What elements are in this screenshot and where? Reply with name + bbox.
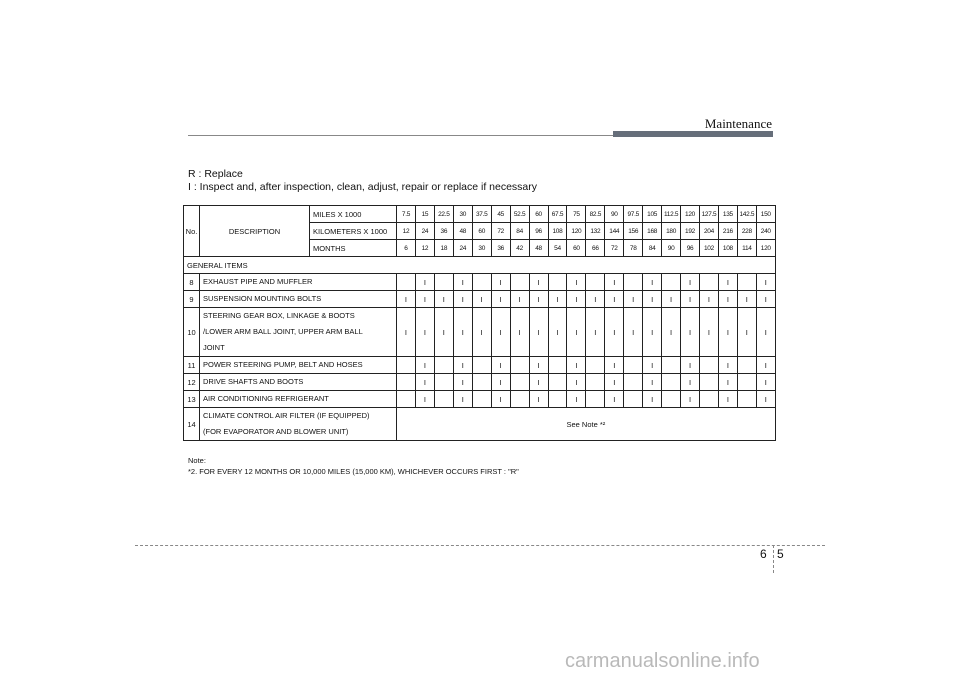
table-row — [184, 357, 776, 374]
service-mark: I — [756, 391, 775, 408]
item-number: 14 — [184, 408, 200, 441]
table-row — [184, 291, 776, 308]
service-mark: I — [529, 391, 548, 408]
service-mark: I — [737, 308, 756, 357]
item-number: 8 — [184, 274, 200, 291]
interval-value: 132 — [586, 223, 605, 240]
interval-value: 45 — [491, 206, 510, 223]
interval-value: 15 — [415, 206, 434, 223]
item-description — [200, 408, 397, 441]
interval-value: 82.5 — [586, 206, 605, 223]
item-number: 12 — [184, 374, 200, 391]
service-mark — [548, 357, 567, 374]
service-mark: I — [681, 357, 700, 374]
interval-value: 96 — [681, 240, 700, 257]
service-mark: I — [510, 291, 529, 308]
service-mark: I — [586, 291, 605, 308]
service-mark: I — [529, 357, 548, 374]
service-mark — [737, 274, 756, 291]
service-mark: I — [415, 374, 434, 391]
interval-value: 108 — [548, 223, 567, 240]
service-mark — [434, 374, 453, 391]
service-mark: I — [453, 357, 472, 374]
service-mark — [397, 374, 416, 391]
service-mark: I — [624, 308, 643, 357]
interval-value: 84 — [510, 223, 529, 240]
service-mark: I — [681, 308, 700, 357]
service-mark: I — [491, 391, 510, 408]
service-mark: I — [510, 308, 529, 357]
footer-divider — [135, 545, 825, 546]
service-mark — [510, 274, 529, 291]
interval-value: 54 — [548, 240, 567, 257]
interval-value: 48 — [453, 223, 472, 240]
service-mark: I — [700, 308, 719, 357]
interval-value: 66 — [586, 240, 605, 257]
service-mark: I — [605, 308, 624, 357]
interval-value: 7.5 — [397, 206, 416, 223]
service-mark — [548, 391, 567, 408]
interval-value: 156 — [624, 223, 643, 240]
item-description-line: (FOR EVAPORATOR AND BLOWER UNIT) — [203, 427, 349, 436]
interval-value: 30 — [472, 240, 491, 257]
interval-value: 102 — [700, 240, 719, 257]
service-mark: I — [529, 308, 548, 357]
service-mark: I — [718, 274, 737, 291]
interval-value: 60 — [567, 240, 586, 257]
item-number: 13 — [184, 391, 200, 408]
table-row — [184, 274, 776, 291]
interval-value: 67.5 — [548, 206, 567, 223]
interval-value: 168 — [643, 223, 662, 240]
interval-value: 120 — [567, 223, 586, 240]
interval-value: 192 — [681, 223, 700, 240]
service-mark — [397, 357, 416, 374]
service-mark: I — [472, 291, 491, 308]
footer-page-divider — [773, 545, 774, 573]
interval-value: 22.5 — [434, 206, 453, 223]
service-mark: I — [491, 291, 510, 308]
chapter-number: 6 — [760, 547, 767, 561]
watermark-logo: carmanualsonline.info — [565, 650, 760, 672]
service-mark: I — [453, 291, 472, 308]
service-mark: I — [605, 391, 624, 408]
see-note-cell: See Note *² — [397, 408, 776, 441]
service-mark: I — [529, 274, 548, 291]
service-mark — [737, 391, 756, 408]
service-mark — [434, 391, 453, 408]
service-mark — [586, 357, 605, 374]
col-no-header: No. — [184, 206, 200, 257]
service-mark — [472, 374, 491, 391]
item-description — [200, 291, 397, 308]
service-mark: I — [415, 274, 434, 291]
note-title: Note: — [188, 456, 206, 465]
interval-value: 114 — [737, 240, 756, 257]
service-mark: I — [662, 308, 681, 357]
service-mark — [662, 274, 681, 291]
service-mark: I — [434, 291, 453, 308]
service-mark — [700, 357, 719, 374]
item-description-line: SUSPENSION MOUNTING BOLTS — [203, 294, 322, 303]
service-mark — [662, 391, 681, 408]
interval-value: 150 — [756, 206, 775, 223]
service-mark: I — [453, 274, 472, 291]
service-mark: I — [586, 308, 605, 357]
service-mark: I — [643, 391, 662, 408]
interval-value: 12 — [397, 223, 416, 240]
interval-value: 48 — [529, 240, 548, 257]
interval-value: 6 — [397, 240, 416, 257]
service-mark: I — [415, 357, 434, 374]
item-description — [200, 357, 397, 374]
interval-value: 127.5 — [700, 206, 719, 223]
interval-value: 72 — [491, 223, 510, 240]
table-row — [184, 408, 776, 441]
service-mark — [472, 391, 491, 408]
service-mark: I — [472, 308, 491, 357]
service-mark — [737, 374, 756, 391]
interval-value: 144 — [605, 223, 624, 240]
interval-value: 135 — [718, 206, 737, 223]
item-description-line: AIR CONDITIONING REFRIGERANT — [203, 394, 329, 403]
service-mark — [548, 374, 567, 391]
section-title: Maintenance — [704, 116, 772, 131]
item-description-line: EXHAUST PIPE AND MUFFLER — [203, 277, 313, 286]
interval-value: 204 — [700, 223, 719, 240]
legend — [188, 168, 537, 194]
table-row — [184, 308, 776, 357]
legend-inspect: I : Inspect and, after inspection, clean, adjust, repair or replace if necessary — [188, 181, 538, 193]
item-description-line: DRIVE SHAFTS AND BOOTS — [203, 377, 304, 386]
interval-value: 240 — [756, 223, 775, 240]
service-mark — [662, 357, 681, 374]
interval-value: 52.5 — [510, 206, 529, 223]
table-row — [184, 374, 776, 391]
interval-label: MONTHS — [310, 240, 397, 257]
service-mark: I — [681, 391, 700, 408]
service-mark: I — [567, 291, 586, 308]
item-description — [200, 308, 397, 357]
service-mark — [397, 274, 416, 291]
service-mark: I — [491, 357, 510, 374]
item-number: 10 — [184, 308, 200, 357]
interval-value: 84 — [643, 240, 662, 257]
service-mark: I — [605, 357, 624, 374]
service-mark — [624, 274, 643, 291]
service-mark: I — [397, 291, 416, 308]
service-mark: I — [567, 374, 586, 391]
service-mark: I — [718, 308, 737, 357]
item-description — [200, 274, 397, 291]
interval-value: 37.5 — [472, 206, 491, 223]
service-mark: I — [434, 308, 453, 357]
item-description — [200, 374, 397, 391]
service-mark — [510, 391, 529, 408]
interval-value: 36 — [434, 223, 453, 240]
service-mark: I — [643, 274, 662, 291]
interval-value: 36 — [491, 240, 510, 257]
service-mark: I — [681, 291, 700, 308]
interval-value: 78 — [624, 240, 643, 257]
service-mark — [662, 374, 681, 391]
header-rule — [188, 135, 613, 136]
general-items-row — [184, 257, 776, 274]
service-mark: I — [529, 374, 548, 391]
service-mark: I — [567, 308, 586, 357]
service-mark: I — [397, 308, 416, 357]
service-mark: I — [681, 274, 700, 291]
service-mark: I — [605, 274, 624, 291]
service-mark: I — [718, 391, 737, 408]
interval-label: KILOMETERS X 1000 — [310, 223, 397, 240]
service-mark — [624, 391, 643, 408]
interval-value: 105 — [643, 206, 662, 223]
service-mark — [397, 391, 416, 408]
service-mark: I — [756, 374, 775, 391]
service-mark — [586, 274, 605, 291]
service-mark: I — [718, 291, 737, 308]
item-number: 11 — [184, 357, 200, 374]
service-mark: I — [415, 291, 434, 308]
service-mark — [548, 274, 567, 291]
service-mark: I — [415, 391, 434, 408]
service-mark: I — [718, 357, 737, 374]
interval-value: 60 — [472, 223, 491, 240]
interval-value: 24 — [453, 240, 472, 257]
service-mark: I — [624, 291, 643, 308]
service-mark: I — [491, 374, 510, 391]
interval-value: 120 — [756, 240, 775, 257]
table-row — [184, 391, 776, 408]
interval-value: 72 — [605, 240, 624, 257]
interval-value: 96 — [529, 223, 548, 240]
service-mark: I — [605, 374, 624, 391]
interval-value: 112.5 — [662, 206, 681, 223]
header-accent-bar — [613, 131, 773, 137]
service-mark — [700, 274, 719, 291]
service-mark — [737, 357, 756, 374]
service-mark: I — [567, 391, 586, 408]
service-mark — [434, 357, 453, 374]
maintenance-schedule-table — [183, 205, 776, 441]
service-mark: I — [567, 274, 586, 291]
item-description-line: POWER STEERING PUMP, BELT AND HOSES — [203, 360, 363, 369]
general-items-label: GENERAL ITEMS — [184, 257, 776, 274]
service-mark: I — [756, 274, 775, 291]
interval-value: 75 — [567, 206, 586, 223]
service-mark — [624, 374, 643, 391]
interval-value: 120 — [681, 206, 700, 223]
interval-value: 42 — [510, 240, 529, 257]
interval-value: 30 — [453, 206, 472, 223]
item-description-line: /LOWER ARM BALL JOINT, UPPER ARM BALL — [203, 327, 363, 336]
interval-value: 90 — [605, 206, 624, 223]
interval-label: MILES X 1000 — [310, 206, 397, 223]
service-mark — [700, 374, 719, 391]
page-number: 5 — [777, 547, 784, 561]
service-mark: I — [756, 357, 775, 374]
service-mark: I — [491, 308, 510, 357]
service-mark — [434, 274, 453, 291]
service-mark: I — [643, 357, 662, 374]
interval-value: 142.5 — [737, 206, 756, 223]
interval-row — [184, 206, 776, 223]
service-mark: I — [548, 308, 567, 357]
service-mark: I — [453, 391, 472, 408]
interval-value: 12 — [415, 240, 434, 257]
service-mark: I — [643, 374, 662, 391]
item-description-line: STEERING GEAR BOX, LINKAGE & BOOTS — [203, 311, 355, 320]
legend-replace: R : Replace — [188, 168, 243, 180]
service-mark: I — [700, 291, 719, 308]
interval-value: 216 — [718, 223, 737, 240]
service-mark: I — [756, 291, 775, 308]
service-mark — [472, 274, 491, 291]
service-mark: I — [529, 291, 548, 308]
item-description-line: CLIMATE CONTROL AIR FILTER (IF EQUIPPED) — [203, 411, 370, 420]
notes — [188, 455, 519, 477]
interval-value: 18 — [434, 240, 453, 257]
service-mark: I — [567, 357, 586, 374]
interval-value: 228 — [737, 223, 756, 240]
service-mark — [510, 357, 529, 374]
note-2: *2. FOR EVERY 12 MONTHS OR 10,000 MILES (15,000 KM), WHICHEVER OCCURS FIRST : "R" — [188, 467, 519, 476]
interval-value: 180 — [662, 223, 681, 240]
col-description-header: DESCRIPTION — [200, 206, 310, 257]
item-description — [200, 391, 397, 408]
service-mark — [624, 357, 643, 374]
interval-value: 97.5 — [624, 206, 643, 223]
service-mark — [472, 357, 491, 374]
interval-value: 90 — [662, 240, 681, 257]
service-mark: I — [548, 291, 567, 308]
interval-value: 60 — [529, 206, 548, 223]
item-description-line: JOINT — [203, 343, 225, 352]
service-mark — [700, 391, 719, 408]
service-mark: I — [718, 374, 737, 391]
service-mark: I — [737, 291, 756, 308]
service-mark: I — [681, 374, 700, 391]
service-mark: I — [643, 291, 662, 308]
interval-value: 24 — [415, 223, 434, 240]
service-mark: I — [453, 308, 472, 357]
service-mark — [586, 374, 605, 391]
service-mark: I — [605, 291, 624, 308]
service-mark — [510, 374, 529, 391]
service-mark: I — [756, 308, 775, 357]
service-mark: I — [453, 374, 472, 391]
item-number: 9 — [184, 291, 200, 308]
service-mark: I — [662, 291, 681, 308]
service-mark: I — [643, 308, 662, 357]
interval-value: 108 — [718, 240, 737, 257]
service-mark — [586, 391, 605, 408]
service-mark: I — [491, 274, 510, 291]
service-mark: I — [415, 308, 434, 357]
